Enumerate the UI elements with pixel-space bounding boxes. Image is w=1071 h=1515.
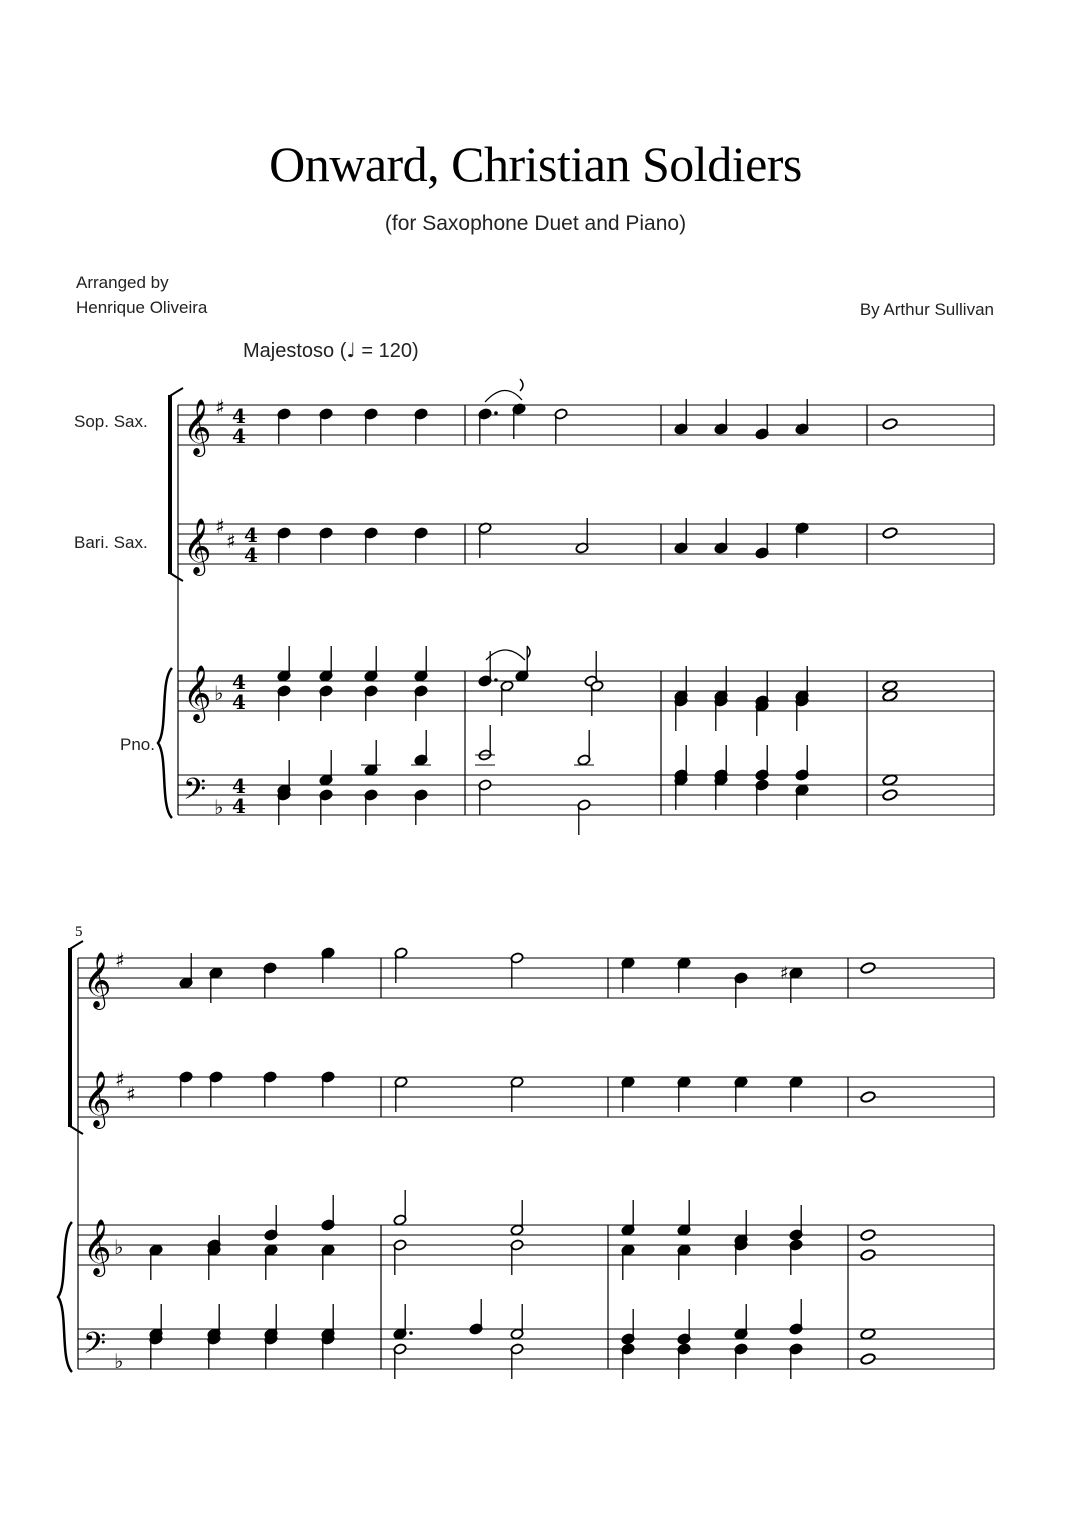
svg-text:4: 4 — [232, 404, 246, 428]
notes-system-2 — [149, 947, 876, 1379]
sharp-icon: ♯ — [215, 395, 225, 419]
bass-clef-icon: 𝄢 — [183, 773, 207, 814]
brace-piano — [158, 668, 172, 818]
note-head — [882, 680, 898, 693]
instrument-label-baritone: Bari. Sax. — [74, 533, 148, 552]
sharp-icon: ♯ — [780, 963, 789, 984]
note-head — [882, 418, 898, 431]
tempo-equals: = — [355, 340, 379, 362]
note-head — [882, 789, 898, 802]
tempo-bpm: 120 — [378, 340, 412, 362]
tempo-close-paren: ) — [412, 340, 419, 362]
treble-clef-icon: 𝄞 — [83, 1071, 112, 1127]
treble-clef-icon: 𝄞 — [83, 952, 112, 1008]
svg-text:4: 4 — [244, 543, 258, 567]
treble-clef-icon: 𝄞 — [83, 1219, 112, 1275]
system-2 — [58, 924, 994, 1379]
instrument-label-piano: Pno. — [120, 735, 155, 754]
flat-icon: ♭ — [214, 681, 224, 705]
staff-baritone — [78, 1077, 994, 1117]
system-1 — [158, 379, 994, 835]
note-head — [860, 962, 876, 975]
composer-credit: By Arthur Sullivan — [859, 300, 994, 319]
sharp-icon: ♯ — [215, 514, 225, 538]
staff-piano-treble — [178, 671, 994, 711]
brace-piano — [58, 1222, 72, 1372]
flat-icon: ♭ — [114, 1349, 124, 1373]
note-head — [860, 1249, 876, 1262]
sharp-icon: ♯ — [126, 1082, 136, 1106]
svg-text:4: 4 — [232, 424, 246, 448]
bass-clef-icon: 𝄢 — [83, 1327, 107, 1368]
svg-text:4: 4 — [232, 774, 246, 798]
arranger-label: Arranged by — [76, 273, 169, 292]
note-head — [860, 1328, 876, 1341]
note-head — [860, 1229, 876, 1242]
sharp-icon: ♯ — [115, 948, 125, 972]
flat-icon: ♭ — [114, 1235, 124, 1259]
time-signature — [232, 404, 258, 818]
notes-system-1 — [277, 379, 898, 835]
staff-soprano — [178, 405, 994, 445]
sharp-icon: ♯ — [226, 529, 236, 553]
sharp-icon: ♯ — [115, 1067, 125, 1091]
treble-clef-icon: 𝄞 — [183, 399, 212, 455]
treble-clef-icon: 𝄞 — [183, 518, 212, 574]
svg-text:4: 4 — [232, 690, 246, 714]
tempo-text: Majestoso — [243, 340, 335, 362]
score-title: Onward, Christian Soldiers — [269, 136, 802, 192]
measure-number: 5 — [75, 924, 83, 940]
flat-icon: ♭ — [214, 795, 224, 819]
arranger-name: Henrique Oliveira — [76, 298, 208, 317]
note-head — [882, 527, 898, 540]
svg-text:4: 4 — [232, 794, 246, 818]
tempo-open-paren: ( — [339, 340, 347, 362]
treble-clef-icon: 𝄞 — [183, 665, 212, 721]
note-head — [882, 690, 898, 703]
svg-text:4: 4 — [244, 523, 258, 547]
instrument-label-soprano: Sop. Sax. — [74, 412, 148, 431]
quarter-note-icon: ♩ — [346, 338, 356, 362]
score-subtitle: (for Saxophone Duet and Piano) — [384, 212, 687, 235]
note-head — [860, 1091, 876, 1104]
note-head — [860, 1353, 876, 1366]
note-head — [882, 774, 898, 787]
svg-text:4: 4 — [232, 670, 246, 694]
